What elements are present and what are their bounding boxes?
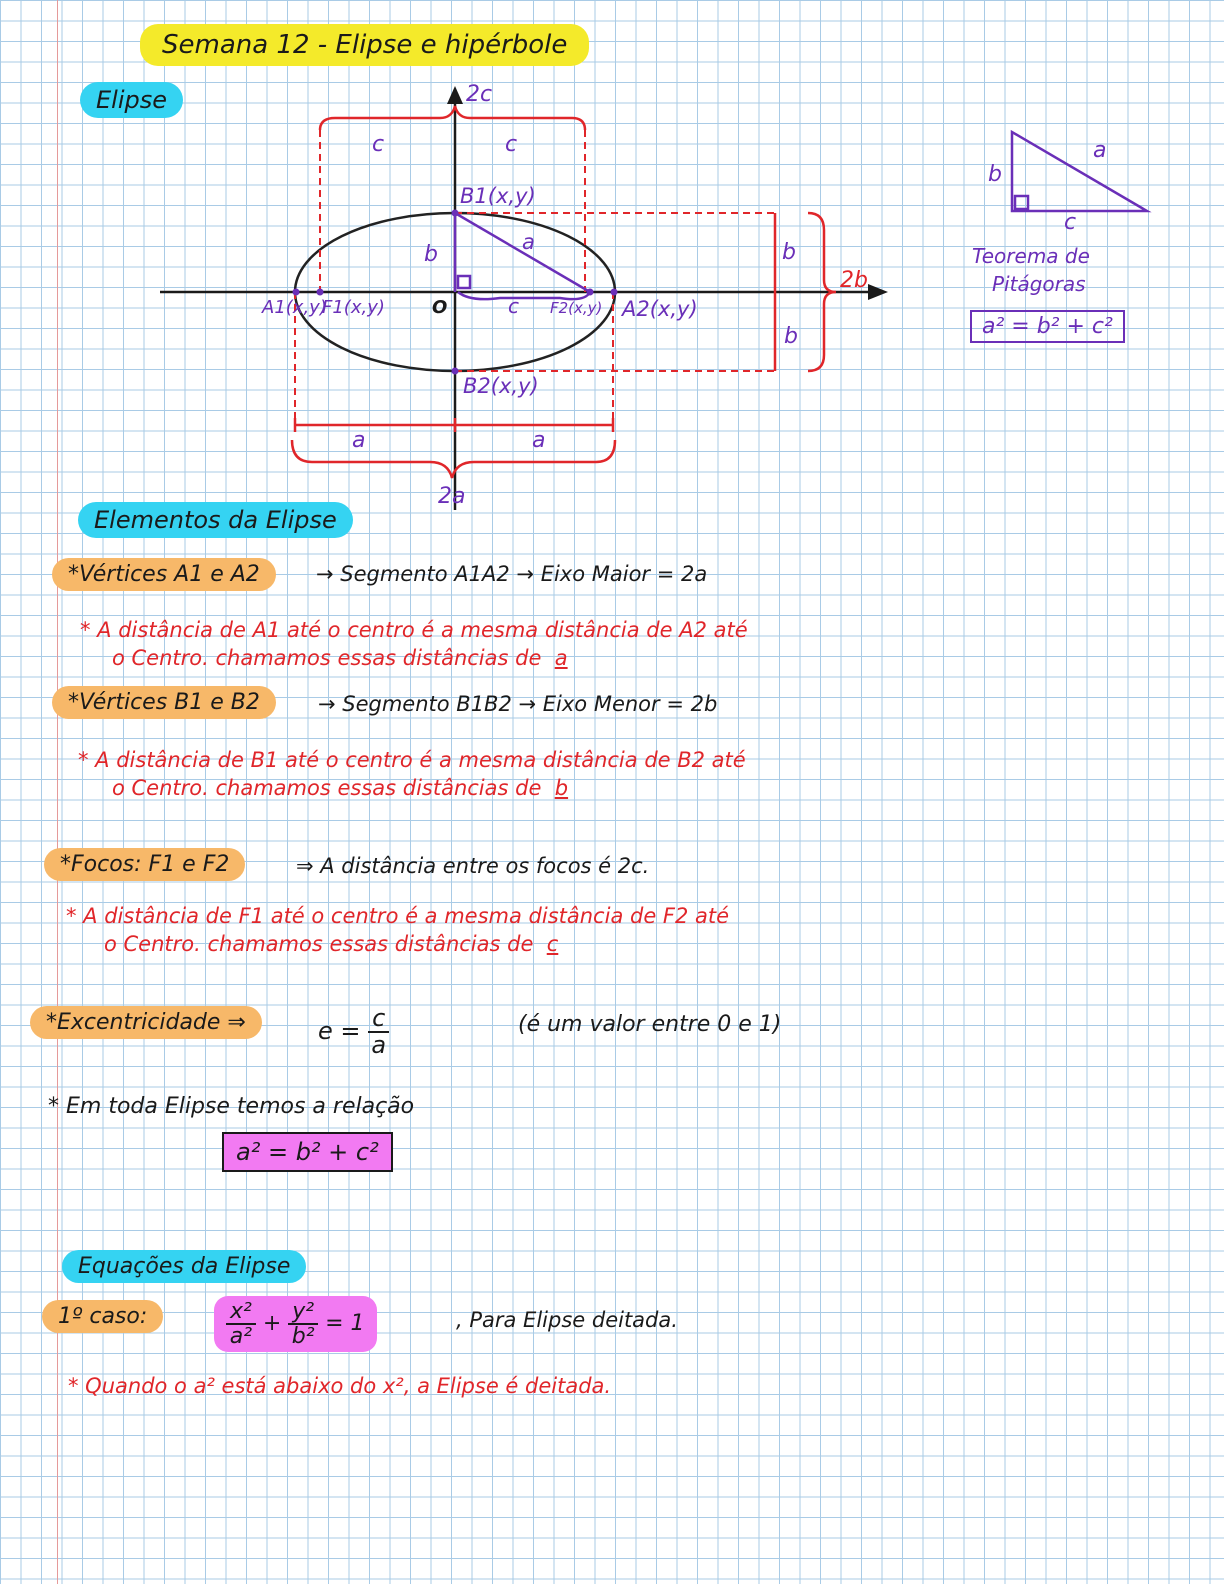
label-A2: A2(x,y) bbox=[622, 297, 698, 321]
vertices-b-text: → Segmento B1B2 → Eixo Menor = 2b bbox=[318, 692, 718, 716]
focos-tag: *Focos: F1 e F2 bbox=[44, 848, 245, 881]
case1-tag: 1º caso: bbox=[42, 1300, 163, 1333]
triangle-side-b: b bbox=[988, 162, 1002, 187]
label-A1: A1(x,y) bbox=[262, 297, 327, 318]
label-c-right: c bbox=[505, 132, 518, 157]
excentricidade-den: a bbox=[371, 1031, 387, 1060]
label-b-right-top: b bbox=[782, 240, 796, 265]
label-a-right: a bbox=[532, 428, 546, 453]
label-c-left: c bbox=[372, 132, 385, 157]
label-2c: 2c bbox=[466, 82, 493, 107]
elements-title: Elementos da Elipse bbox=[78, 502, 353, 538]
triangle-side-a: a bbox=[1093, 138, 1107, 163]
vertices-b-note-line2: o Centro. chamamos essas distâncias de b bbox=[112, 776, 569, 800]
vertices-a-tag: *Vértices A1 e A2 bbox=[52, 558, 276, 591]
excentricidade-note: (é um valor entre 0 e 1) bbox=[518, 1012, 782, 1037]
excentricidade-tag: *Excentricidade ⇒ bbox=[30, 1006, 262, 1039]
case1-equation: $\frac{\text{x²}}{\text{a²}}$ + $\frac{\text{y²}}{\text{b²}}$ = 1 bbox=[214, 1296, 377, 1352]
label-B2: B2(x,y) bbox=[463, 374, 539, 398]
equations-title: Equações da Elipse bbox=[62, 1250, 306, 1283]
label-2a: 2a bbox=[438, 484, 466, 509]
label-origin: O bbox=[432, 297, 448, 318]
label-F1: F1(x,y) bbox=[322, 297, 385, 318]
vertices-a-note-line2: o Centro. chamamos essas distâncias de a bbox=[112, 646, 568, 670]
page-title: Semana 12 - Elipse e hipérbole bbox=[140, 24, 589, 66]
vertices-b-note-line1: * A distância de B1 até o centro é a mesma distância de B2 até bbox=[78, 748, 746, 772]
focos-note-line2: o Centro. chamamos essas distâncias de c bbox=[104, 932, 559, 956]
vertices-a-note-line1: * A distância de A1 até o centro é a mesma distância de A2 até bbox=[80, 618, 748, 642]
label-c-axis: c bbox=[508, 294, 519, 318]
section-label-elipse: Elipse bbox=[80, 82, 183, 118]
focos-note-line1: * A distância de F1 até o centro é a mesma distância de F2 até bbox=[66, 904, 730, 928]
label-F2: F2(x,y) bbox=[550, 299, 603, 317]
pythagoras-caption-line2: Pitágoras bbox=[992, 272, 1086, 296]
case1-description: , Para Elipse deitada. bbox=[456, 1308, 678, 1332]
pythagoras-caption-line1: Teorema de bbox=[972, 244, 1090, 268]
label-a-hypotenuse: a bbox=[522, 230, 535, 254]
pythagoras-formula: a² = b² + c² bbox=[970, 310, 1125, 343]
label-b-inner: b bbox=[424, 242, 438, 267]
case1-note: * Quando o a² está abaixo do x², a Elipse é deitada. bbox=[68, 1374, 612, 1398]
excentricidade-num: c bbox=[368, 1006, 389, 1033]
label-a-left: a bbox=[352, 428, 366, 453]
excentricidade-formula: e = $\frac{c}{a}$ bbox=[318, 1006, 389, 1058]
relation-text: * Em toda Elipse temos a relação bbox=[48, 1094, 415, 1119]
triangle-side-c: c bbox=[1064, 210, 1077, 235]
vertices-b-tag: *Vértices B1 e B2 bbox=[52, 686, 276, 719]
focos-text: ⇒ A distância entre os focos é 2c. bbox=[296, 854, 650, 878]
relation-formula: a² = b² + c² bbox=[222, 1132, 393, 1172]
vertices-a-text: → Segmento A1A2 → Eixo Maior = 2a bbox=[316, 562, 708, 586]
label-b-right-bottom: b bbox=[784, 324, 798, 349]
label-B1: B1(x,y) bbox=[460, 184, 536, 208]
label-2b: 2b bbox=[840, 268, 868, 293]
